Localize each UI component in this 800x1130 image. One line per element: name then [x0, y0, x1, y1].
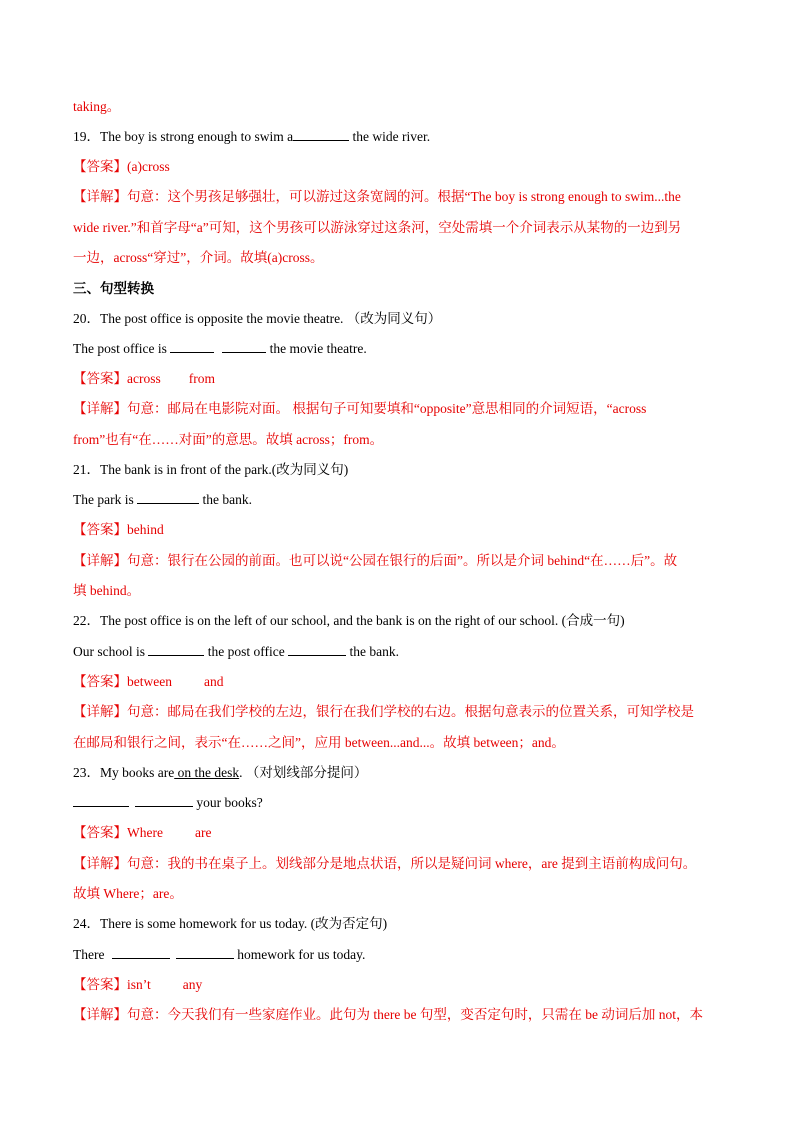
q23-blank-1	[73, 794, 129, 807]
q23-detail-line-2: 故填 Where；are。	[73, 886, 183, 901]
q19-stem-start: 19．The boy is strong enough to swim a	[73, 129, 294, 144]
q20-answer	[73, 370, 215, 388]
q19-detail-line-2: wide river.”和首字母“a”可知，这个男孩可以游泳穿过这条河，空处需填一个介词表示从某物的一边到另	[73, 220, 682, 235]
question-24: 24．There is some homework for us today. (改为否定句)	[73, 916, 388, 931]
q20-detail-line-2: from”也有“在……对面”的意思。故填 across；from。	[73, 432, 384, 447]
q19-answer	[73, 158, 170, 176]
q22-detail-line-2: 在邮局和银行之间，表示“在……之间”，应用 between...and...。故填 between；and。	[73, 735, 565, 750]
q20-fill-line: The post office is the movie theatre.	[73, 341, 367, 356]
q21-detail-line-1: 【详解】句意：银行在公园的前面。也可以说“公园在银行的后面”。所以是介词 behind“在……后”。故	[73, 553, 678, 568]
q21-answer-1: behind	[127, 522, 164, 537]
question-23: 23．My books are on the desk. （对划线部分提问）	[73, 765, 368, 780]
q24-blank-2	[176, 946, 234, 959]
q22-detail-line-1: 【详解】句意：邮局在我们学校的左边，银行在我们学校的右边。根据句意表示的位置关系，可知学校是	[73, 704, 694, 719]
detail-label: 【详解】	[73, 189, 127, 204]
q21-detail-line-2: 填 behind。	[73, 583, 141, 598]
q19-detail-line-1: 【详解】句意：这个男孩足够强壮，可以游过这条宽阔的河。根据“The boy is strong enough to swim...the	[73, 189, 681, 204]
previous-answer-tail: taking。	[73, 99, 121, 114]
answer-label: 【答案】	[73, 522, 127, 537]
q19-stem-end: the wide river.	[349, 129, 431, 144]
q20-detail-line-1: 【详解】句意：邮局在电影院对面。 根据句子可知要填和“opposite”意思相同的介词短语，“across	[73, 401, 647, 416]
q22-fill-line: Our school is the post office the bank.	[73, 644, 399, 659]
q22-answer-1: between	[127, 674, 172, 689]
q22-answer	[73, 673, 223, 691]
answer-label: 【答案】	[73, 825, 127, 840]
q23-blank-2	[135, 794, 193, 807]
answer-label: 【答案】	[73, 977, 127, 992]
q24-answer-1: isn’t	[127, 977, 151, 992]
q19-blank	[293, 128, 349, 141]
question-20: 20．The post office is opposite the movie theatre. （改为同义句）	[73, 311, 442, 326]
q23-answer	[73, 824, 211, 842]
section-title: 三、句型转换	[73, 281, 154, 296]
detail-label: 【详解】	[73, 856, 127, 871]
q24-answer-2: any	[182, 977, 203, 992]
q19-detail-line-3: 一边，across“穿过”，介词。故填(a)cross。	[73, 250, 324, 265]
q23-answer-1: Where	[127, 825, 163, 840]
q20-blank-1	[170, 340, 214, 353]
q20-answer-1: across	[127, 371, 161, 386]
q20-blank-2	[222, 340, 266, 353]
detail-label: 【详解】	[73, 553, 127, 568]
q23-underlined-phrase: on the desk	[174, 765, 240, 780]
q24-answer	[73, 976, 202, 994]
q24-blank-1	[112, 946, 170, 959]
answer-label: 【答案】	[73, 159, 127, 174]
detail-label: 【详解】	[73, 401, 127, 416]
q22-blank-2	[288, 643, 346, 656]
q21-answer	[73, 521, 164, 539]
q23-fill-line: your books?	[73, 794, 263, 812]
q20-answer-2: from	[188, 371, 215, 386]
detail-label: 【详解】	[73, 1007, 127, 1022]
q23-answer-2: are	[194, 825, 212, 840]
q21-blank	[137, 491, 199, 504]
q19-answer-value: (a)cross	[127, 159, 170, 174]
q24-detail-line-1: 【详解】句意：今天我们有一些家庭作业。此句为 there be 句型，变否定句时，只需在 be 动词后加 not，本	[73, 1007, 703, 1022]
answer-label: 【答案】	[73, 674, 127, 689]
q23-detail-line-1: 【详解】句意：我的书在桌子上。划线部分是地点状语，所以是疑问词 where，are 提到主语前构成问句。	[73, 856, 697, 871]
q22-answer-2: and	[203, 674, 224, 689]
q21-fill-line: The park is the bank.	[73, 492, 252, 507]
answer-label: 【答案】	[73, 371, 127, 386]
question-22: 22．The post office is on the left of our school, and the bank is on the right of our school. (合成一句)	[73, 613, 625, 628]
question-19	[73, 128, 430, 146]
q24-fill-line: There homework for us today.	[73, 947, 366, 962]
q22-blank-1	[148, 643, 204, 656]
detail-label: 【详解】	[73, 704, 127, 719]
question-21: 21．The bank is in front of the park.(改为同义句)	[73, 462, 349, 477]
